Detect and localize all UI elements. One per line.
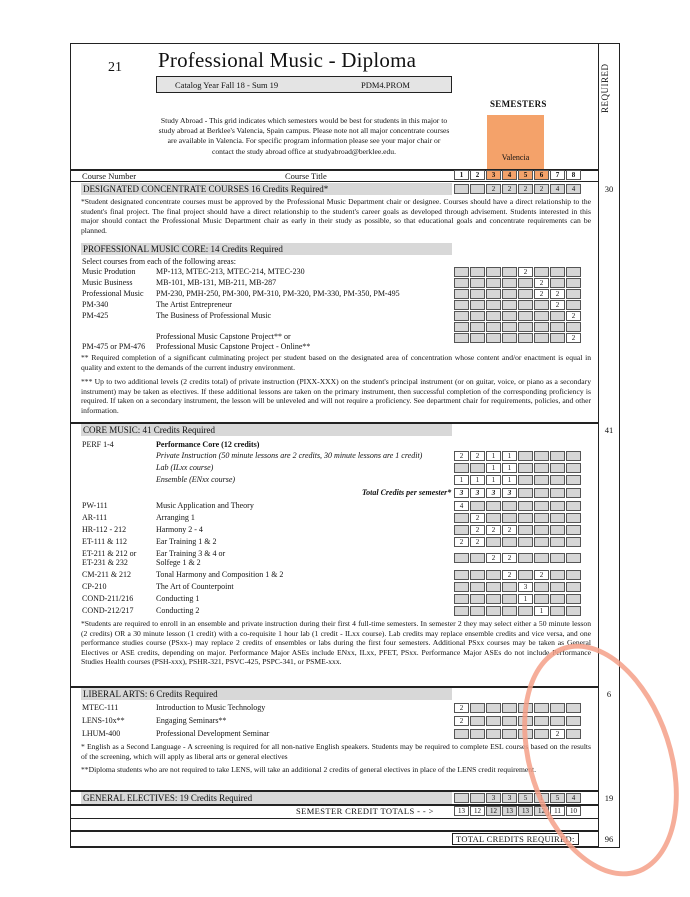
la-credit-cell bbox=[454, 729, 469, 739]
study-abroad-note: Study Abroad - This grid indicates which semesters would be best for students in this major to study abroad at Berklee's Valencia, Spain campus. Please note not all major concentrate courses are available in Valencia. For specific program information please see your major chair or contact the study abroad office at studyabroad@berklee.edu. bbox=[158, 116, 450, 156]
core-credit-cell: 2 bbox=[502, 525, 517, 535]
core-course-number: PW-111 bbox=[82, 501, 108, 510]
core-credit-cell bbox=[486, 582, 501, 592]
core-credit-cell bbox=[550, 570, 565, 580]
core-credit-cell bbox=[550, 582, 565, 592]
pm-core-note-1: ** Required completion of a significant culminating project per student based on the designated area of concentration whose content and/or enactment is equal in quality and extent to the demands of the current industry environment. bbox=[81, 353, 591, 372]
core-course-number: ET-111 & 112 bbox=[82, 537, 128, 546]
total-credits-label: Total Credits per semester* bbox=[362, 488, 452, 497]
core-credit-cell: 2 bbox=[470, 537, 485, 547]
core-credit-cell bbox=[566, 582, 581, 592]
liberal-arts-required: 6 bbox=[606, 689, 612, 699]
la-credit-cell bbox=[486, 729, 501, 739]
perf-total-cell: 3 bbox=[454, 488, 469, 498]
capstone-cell bbox=[550, 322, 565, 332]
la-course-number: LHUM-400 bbox=[82, 729, 121, 738]
core-credit-cell bbox=[566, 570, 581, 580]
pm-credit-cell bbox=[566, 289, 581, 299]
core-credit-cell bbox=[454, 553, 469, 563]
page-number: 21 bbox=[108, 60, 122, 75]
core-credit-cell bbox=[502, 537, 517, 547]
capstone-cell bbox=[534, 322, 549, 332]
core-credit-cell: 2 bbox=[502, 553, 517, 563]
core-credit-cell bbox=[550, 501, 565, 511]
semester-header-cell: 3 bbox=[486, 170, 501, 180]
core-credit-cell bbox=[470, 570, 485, 580]
core-credit-cell bbox=[566, 513, 581, 523]
pm-credit-cell: 2 bbox=[550, 289, 565, 299]
core-credit-cell bbox=[566, 594, 581, 604]
la-credit-cell bbox=[486, 703, 501, 713]
perf-credit-cell bbox=[534, 451, 549, 461]
capstone-cell bbox=[502, 333, 517, 343]
core-credit-cell bbox=[470, 501, 485, 511]
core-credit-cell bbox=[486, 570, 501, 580]
divider bbox=[70, 846, 598, 847]
capstone-cell bbox=[470, 333, 485, 343]
pm-credit-cell bbox=[550, 278, 565, 288]
core-course-number: COND-212/217 bbox=[82, 606, 134, 615]
core-credit-cell bbox=[550, 525, 565, 535]
gen-electives-required: 19 bbox=[604, 793, 614, 803]
pm-credit-cell bbox=[470, 300, 485, 310]
core-credit-cell bbox=[502, 594, 517, 604]
core-credit-cell: 1 bbox=[534, 606, 549, 616]
core-course-number: HR-112 - 212 bbox=[82, 525, 127, 534]
pm-credit-cell bbox=[518, 311, 533, 321]
section-liberal-arts: LIBERAL ARTS: 6 Credits Required bbox=[81, 688, 452, 700]
pm-course-number: Music Prodution bbox=[82, 267, 136, 276]
perf-row-title: Ensemble (ENxx course) bbox=[156, 475, 236, 484]
total-credits-label: TOTAL CREDITS REQUIRED: bbox=[452, 833, 579, 845]
perf-total-cell bbox=[550, 488, 565, 498]
core-course-number: COND-211/216 bbox=[82, 594, 134, 603]
la-course-number: MTEC-111 bbox=[82, 703, 119, 712]
perf-total-cell bbox=[534, 488, 549, 498]
perf-credit-cell bbox=[566, 463, 581, 473]
pm-credit-cell bbox=[486, 278, 501, 288]
divider bbox=[70, 830, 598, 832]
perf-credit-cell bbox=[518, 463, 533, 473]
perf-credit-cell bbox=[550, 451, 565, 461]
core-credit-cell bbox=[518, 501, 533, 511]
capstone-cell bbox=[454, 322, 469, 332]
page-title: Professional Music - Diploma bbox=[158, 48, 417, 72]
liberal-arts-note-1: * English as a Second Language - A screening is required for all non-native English speakers. Students may be required to complete ESL courses based on the results of the screening, which will apply as liberal arts or general electives bbox=[81, 742, 591, 761]
core-credit-cell bbox=[534, 525, 549, 535]
designated-credit-cell: 2 bbox=[518, 184, 533, 194]
pm-credit-cell bbox=[470, 289, 485, 299]
perf-credit-cell: 1 bbox=[502, 475, 517, 485]
capstone-cell bbox=[550, 333, 565, 343]
core-credit-cell bbox=[550, 594, 565, 604]
core-credit-cell bbox=[534, 582, 549, 592]
la-course-title: Engaging Seminars** bbox=[156, 716, 227, 725]
core-credit-cell: 2 bbox=[502, 570, 517, 580]
pm-credit-cell bbox=[454, 278, 469, 288]
core-credit-cell: 2 bbox=[486, 553, 501, 563]
semester-total-cell: 12 bbox=[486, 806, 501, 816]
pm-credit-cell: 2 bbox=[550, 300, 565, 310]
perf-credit-cell bbox=[518, 475, 533, 485]
pm-credit-cell bbox=[566, 267, 581, 277]
pm-credit-cell bbox=[502, 300, 517, 310]
core-credit-cell: 2 bbox=[470, 525, 485, 535]
semester-header-cell: 5 bbox=[518, 170, 533, 180]
perf-total-cell: 3 bbox=[502, 488, 517, 498]
perf-credit-cell: 1 bbox=[470, 475, 485, 485]
core-course-number: AR-111 bbox=[82, 513, 108, 522]
pm-credit-cell bbox=[486, 289, 501, 299]
core-credit-cell bbox=[534, 553, 549, 563]
core-credit-cell bbox=[454, 594, 469, 604]
section-core-music: CORE MUSIC: 41 Credits Required bbox=[81, 424, 452, 436]
core-credit-cell bbox=[566, 537, 581, 547]
designated-credit-cell: 4 bbox=[566, 184, 581, 194]
core-course-number: ET-231 & 232 bbox=[82, 558, 128, 567]
capstone-cell bbox=[454, 333, 469, 343]
pm-credit-cell bbox=[470, 278, 485, 288]
pm-credit-cell bbox=[486, 300, 501, 310]
perf-credit-cell bbox=[534, 475, 549, 485]
core-credit-cell bbox=[486, 606, 501, 616]
perf-row-title: Lab (ILxx course) bbox=[156, 463, 214, 472]
core-credit-cell bbox=[502, 501, 517, 511]
pm-credit-cell bbox=[502, 267, 517, 277]
capstone-cell: 2 bbox=[566, 333, 581, 343]
semester-header-cell: 7 bbox=[550, 170, 565, 180]
core-course-title: Conducting 1 bbox=[156, 594, 200, 603]
program-code: PDM4.PROM bbox=[361, 80, 410, 90]
perf-total-cell: 3 bbox=[486, 488, 501, 498]
core-credit-cell: 4 bbox=[454, 501, 469, 511]
core-credit-cell bbox=[550, 606, 565, 616]
core-credit-cell bbox=[534, 501, 549, 511]
capstone-cell bbox=[534, 333, 549, 343]
pm-course-number: Music Business bbox=[82, 278, 133, 287]
la-credit-cell bbox=[502, 703, 517, 713]
core-credit-cell bbox=[470, 606, 485, 616]
pm-course-title: PM-230, PMH-250, PM-300, PM-310, PM-320, PM-330, PM-350, PM-495 bbox=[156, 289, 400, 298]
capstone-cell bbox=[502, 322, 517, 332]
designated-credit-cell: 4 bbox=[550, 184, 565, 194]
core-credit-cell bbox=[518, 525, 533, 535]
gen-elective-cell: 5 bbox=[518, 793, 533, 803]
core-credit-cell: 2 bbox=[454, 537, 469, 547]
perf-credit-cell: 2 bbox=[470, 451, 485, 461]
capstone-cell bbox=[518, 333, 533, 343]
pm-credit-cell bbox=[486, 311, 501, 321]
core-credit-cell: 2 bbox=[534, 570, 549, 580]
designated-credit-cell: 2 bbox=[486, 184, 501, 194]
required-label: REQUIRED bbox=[600, 63, 610, 113]
designated-credit-cell: 2 bbox=[502, 184, 517, 194]
core-credit-cell bbox=[502, 606, 517, 616]
gen-elective-cell: 1 bbox=[534, 793, 549, 803]
pm-credit-cell bbox=[502, 311, 517, 321]
pm-credit-cell: 2 bbox=[518, 267, 533, 277]
core-credit-cell bbox=[470, 553, 485, 563]
pm-core-note-2: *** Up to two additional levels (2 credits total) of private instruction (PIXX-XXX) on the student's principal instrument (or on guitar, voice, or piano as a secondary instrument) may be taken as electives. If these additional lessons are taken on the primary instrument, then successful completion of the corresponding proficiency is required. If taken on a secondary instrument, the lesson will be unleveled and will not require a proficiency. See department chair for requirements, policies, and other information. bbox=[81, 377, 591, 415]
core-credit-cell bbox=[566, 553, 581, 563]
core-credit-cell bbox=[550, 513, 565, 523]
pm-credit-cell bbox=[454, 289, 469, 299]
pm-credit-cell bbox=[502, 278, 517, 288]
core-course-title: Solfege 1 & 2 bbox=[156, 558, 201, 567]
pm-credit-cell bbox=[550, 267, 565, 277]
semester-total-cell: 11 bbox=[550, 806, 565, 816]
pm-course-title: MP-113, MTEC-213, MTEC-214, MTEC-230 bbox=[156, 267, 305, 276]
core-credit-cell bbox=[486, 594, 501, 604]
semester-total-cell: 13 bbox=[518, 806, 533, 816]
perf-credit-cell bbox=[470, 463, 485, 473]
col-course-title: Course Title bbox=[285, 171, 327, 181]
pm-credit-cell bbox=[470, 311, 485, 321]
pm-credit-cell bbox=[534, 300, 549, 310]
la-course-title: Professional Development Seminar bbox=[156, 729, 270, 738]
perf-credit-cell bbox=[566, 475, 581, 485]
semester-total-cell: 13 bbox=[502, 806, 517, 816]
gen-elective-cell: 4 bbox=[566, 793, 581, 803]
core-credit-cell bbox=[486, 537, 501, 547]
pm-credit-cell bbox=[454, 267, 469, 277]
designated-credit-cell bbox=[470, 184, 485, 194]
core-course-number: CP-210 bbox=[82, 582, 107, 591]
pm-credit-cell bbox=[486, 267, 501, 277]
core-credit-cell bbox=[454, 582, 469, 592]
pm-credit-cell: 2 bbox=[534, 278, 549, 288]
core-course-title: Arranging 1 bbox=[156, 513, 195, 522]
capstone-cell bbox=[486, 322, 501, 332]
section-pm-core: PROFESSIONAL MUSIC CORE: 14 Credits Required bbox=[81, 243, 452, 255]
core-credit-cell: 2 bbox=[470, 513, 485, 523]
la-credit-cell bbox=[502, 716, 517, 726]
perf-total-cell: 3 bbox=[470, 488, 485, 498]
designated-note: *Student designated concentrate courses must be approved by the Professional Music Department chair or designee. Courses should have a direct relationship to the student's final project. The final project should have a direct relationship to the student's career goals as developed through advisement. Students interested in this major should contact the Professional Music Department chair as early in their study as possible, so that educational goals and concentrate requirements can be planned. bbox=[81, 197, 591, 235]
core-credit-cell bbox=[518, 553, 533, 563]
perf-total-cell bbox=[566, 488, 581, 498]
core-credit-cell bbox=[518, 513, 533, 523]
pm-course-title: The Business of Professional Music bbox=[156, 311, 272, 320]
core-credit-cell bbox=[470, 582, 485, 592]
la-credit-cell bbox=[470, 703, 485, 713]
core-course-title: Harmony 2 - 4 bbox=[156, 525, 203, 534]
gen-elective-cell: 3 bbox=[502, 793, 517, 803]
core-credit-cell: 2 bbox=[486, 525, 501, 535]
semester-total-cell: 12 bbox=[534, 806, 549, 816]
core-credit-cell bbox=[486, 513, 501, 523]
capstone-title-2: Professional Music Capstone Project - Online** bbox=[156, 342, 311, 351]
core-credit-cell bbox=[534, 594, 549, 604]
capstone-number: PM-475 or PM-476 bbox=[82, 342, 146, 351]
pm-course-title: MB-101, MB-131, MB-211, MB-287 bbox=[156, 278, 277, 287]
capstone-cell bbox=[470, 322, 485, 332]
core-music-required: 41 bbox=[604, 425, 614, 435]
pm-credit-cell bbox=[502, 289, 517, 299]
perf-credit-cell: 2 bbox=[454, 451, 469, 461]
core-music-note: *Students are required to enroll in an ensemble and private instruction during their first 4 full-time semesters. In semester 2 they may select either a 50 minute lesson (2 credits) OR a 30 minute lesson (1 credit) with a co-requisite 1 hour lab (1 credit - ILxx course). Lab credits may replace ensemble credits and vice versa, and one performance studies course (PSxx-) may replace 2 credits of ensembles or labs during the first four semesters. Additional PSxx courses may be taken as General Electives or ASE credits, depending on major. Performance Major ASEs include ENxx, ILxx, PFET, PSxx. Performance Major ASEs do not include Performance Studies Health courses (PSH-xxx), PSHR-321, PSVC-425, PSPC-341, or PSME-xxx. bbox=[81, 619, 591, 667]
core-credit-cell bbox=[534, 513, 549, 523]
core-credit-cell bbox=[518, 537, 533, 547]
la-credit-cell bbox=[470, 729, 485, 739]
core-credit-cell: 3 bbox=[518, 582, 533, 592]
perf-credit-cell bbox=[550, 463, 565, 473]
pm-credit-cell: 2 bbox=[566, 311, 581, 321]
pm-course-title: The Artist Entrepreneur bbox=[156, 300, 232, 309]
la-course-number: LENS-10x** bbox=[82, 716, 125, 725]
perf-credit-cell bbox=[566, 451, 581, 461]
core-credit-cell bbox=[518, 606, 533, 616]
pm-credit-cell: 2 bbox=[534, 289, 549, 299]
core-credit-cell bbox=[518, 570, 533, 580]
pm-core-intro: Select courses from each of the following areas: bbox=[82, 257, 236, 266]
capstone-title-1: Professional Music Capstone Project** or bbox=[156, 332, 291, 341]
valencia-label: Valencia bbox=[501, 153, 530, 162]
perf-credit-cell: 1 bbox=[486, 463, 501, 473]
semester-total-cell: 12 bbox=[470, 806, 485, 816]
divider bbox=[70, 181, 598, 182]
semester-header-cell: 2 bbox=[470, 170, 485, 180]
core-credit-cell bbox=[502, 582, 517, 592]
pm-course-number: Professional Music bbox=[82, 289, 144, 298]
pm-credit-cell bbox=[566, 278, 581, 288]
capstone-cell bbox=[486, 333, 501, 343]
core-credit-cell bbox=[566, 501, 581, 511]
designated-credit-cell: 2 bbox=[534, 184, 549, 194]
core-credit-cell bbox=[454, 606, 469, 616]
pm-credit-cell bbox=[518, 278, 533, 288]
gen-elective-cell bbox=[454, 793, 469, 803]
core-credit-cell bbox=[486, 501, 501, 511]
core-credit-cell bbox=[454, 570, 469, 580]
core-course-title: Ear Training 1 & 2 bbox=[156, 537, 217, 546]
perf-credit-cell bbox=[518, 451, 533, 461]
pm-credit-cell bbox=[518, 300, 533, 310]
pm-credit-cell bbox=[470, 267, 485, 277]
core-course-title: The Art of Counterpoint bbox=[156, 582, 234, 591]
designated-credit-cell bbox=[454, 184, 469, 194]
core-course-title: Ear Training 3 & 4 or bbox=[156, 549, 226, 558]
core-credit-cell bbox=[534, 537, 549, 547]
perf-credit-cell bbox=[534, 463, 549, 473]
pm-credit-cell bbox=[550, 311, 565, 321]
core-credit-cell bbox=[470, 594, 485, 604]
semester-total-cell: 10 bbox=[566, 806, 581, 816]
semester-header-cell: 1 bbox=[454, 170, 469, 180]
pm-credit-cell bbox=[534, 311, 549, 321]
gen-elective-cell: 3 bbox=[486, 793, 501, 803]
core-course-title: Conducting 2 bbox=[156, 606, 200, 615]
perf-row-title: Private Instruction (50 minute lessons are 2 credits, 30 minute lessons are 1 credit) bbox=[156, 451, 423, 460]
total-credits-value: 96 bbox=[604, 834, 614, 844]
catalog-year: Catalog Year Fall 18 - Sum 19 bbox=[175, 80, 279, 90]
semester-header-cell: 8 bbox=[566, 170, 581, 180]
pm-course-number: PM-340 bbox=[82, 300, 109, 309]
la-course-title: Introduction to Music Technology bbox=[156, 703, 266, 712]
pm-credit-cell bbox=[454, 311, 469, 321]
semester-total-cell: 13 bbox=[454, 806, 469, 816]
capstone-cell bbox=[518, 322, 533, 332]
core-credit-cell bbox=[454, 525, 469, 535]
gen-elective-cell bbox=[470, 793, 485, 803]
perf-credit-cell: 1 bbox=[454, 475, 469, 485]
pm-credit-cell bbox=[454, 300, 469, 310]
catalog-box bbox=[156, 76, 452, 93]
semester-header-cell: 6 bbox=[534, 170, 549, 180]
gen-elective-cell: 5 bbox=[550, 793, 565, 803]
core-course-number: ET-211 & 212 or bbox=[82, 549, 137, 558]
perf-credit-cell: 1 bbox=[502, 463, 517, 473]
semester-totals-label: SEMESTER CREDIT TOTALS - - > bbox=[296, 806, 434, 816]
perf-number: PERF 1-4 bbox=[82, 440, 114, 449]
core-credit-cell bbox=[550, 537, 565, 547]
perf-credit-cell bbox=[454, 463, 469, 473]
perf-credit-cell: 1 bbox=[502, 451, 517, 461]
semesters-label: SEMESTERS bbox=[490, 99, 547, 109]
section-designated: DESIGNATED CONCENTRATE COURSES 16 Credits Required* bbox=[81, 183, 452, 195]
core-credit-cell bbox=[550, 553, 565, 563]
pm-credit-cell bbox=[534, 267, 549, 277]
core-course-number: CM-211 & 212 bbox=[82, 570, 132, 579]
divider bbox=[70, 818, 598, 819]
semester-header-cell: 4 bbox=[502, 170, 517, 180]
col-course-number: Course Number bbox=[82, 171, 137, 181]
core-course-title: Tonal Harmony and Composition 1 & 2 bbox=[156, 570, 284, 579]
perf-title: Performance Core (12 credits) bbox=[156, 440, 260, 449]
core-course-title: Music Application and Theory bbox=[156, 501, 254, 510]
perf-credit-cell: 1 bbox=[486, 451, 501, 461]
perf-credit-cell bbox=[550, 475, 565, 485]
perf-total-cell bbox=[518, 488, 533, 498]
designated-required: 30 bbox=[604, 184, 614, 194]
pm-credit-cell bbox=[566, 300, 581, 310]
la-credit-cell bbox=[486, 716, 501, 726]
la-credit-cell: 2 bbox=[454, 703, 469, 713]
capstone-cell bbox=[566, 322, 581, 332]
liberal-arts-note-2: **Diploma students who are not required to take LENS, will take an additional 2 credits of general electives in place of the LENS credit requirement. bbox=[81, 765, 537, 774]
la-credit-cell: 2 bbox=[550, 729, 565, 739]
la-credit-cell bbox=[502, 729, 517, 739]
core-credit-cell bbox=[566, 525, 581, 535]
section-gen-electives: GENERAL ELECTIVES: 19 Credits Required bbox=[81, 792, 452, 804]
perf-credit-cell: 1 bbox=[486, 475, 501, 485]
pm-course-number: PM-425 bbox=[82, 311, 109, 320]
core-credit-cell: 1 bbox=[518, 594, 533, 604]
core-credit-cell bbox=[502, 513, 517, 523]
core-credit-cell bbox=[454, 513, 469, 523]
pm-credit-cell bbox=[518, 289, 533, 299]
la-credit-cell bbox=[470, 716, 485, 726]
core-credit-cell bbox=[566, 606, 581, 616]
la-credit-cell: 2 bbox=[454, 716, 469, 726]
